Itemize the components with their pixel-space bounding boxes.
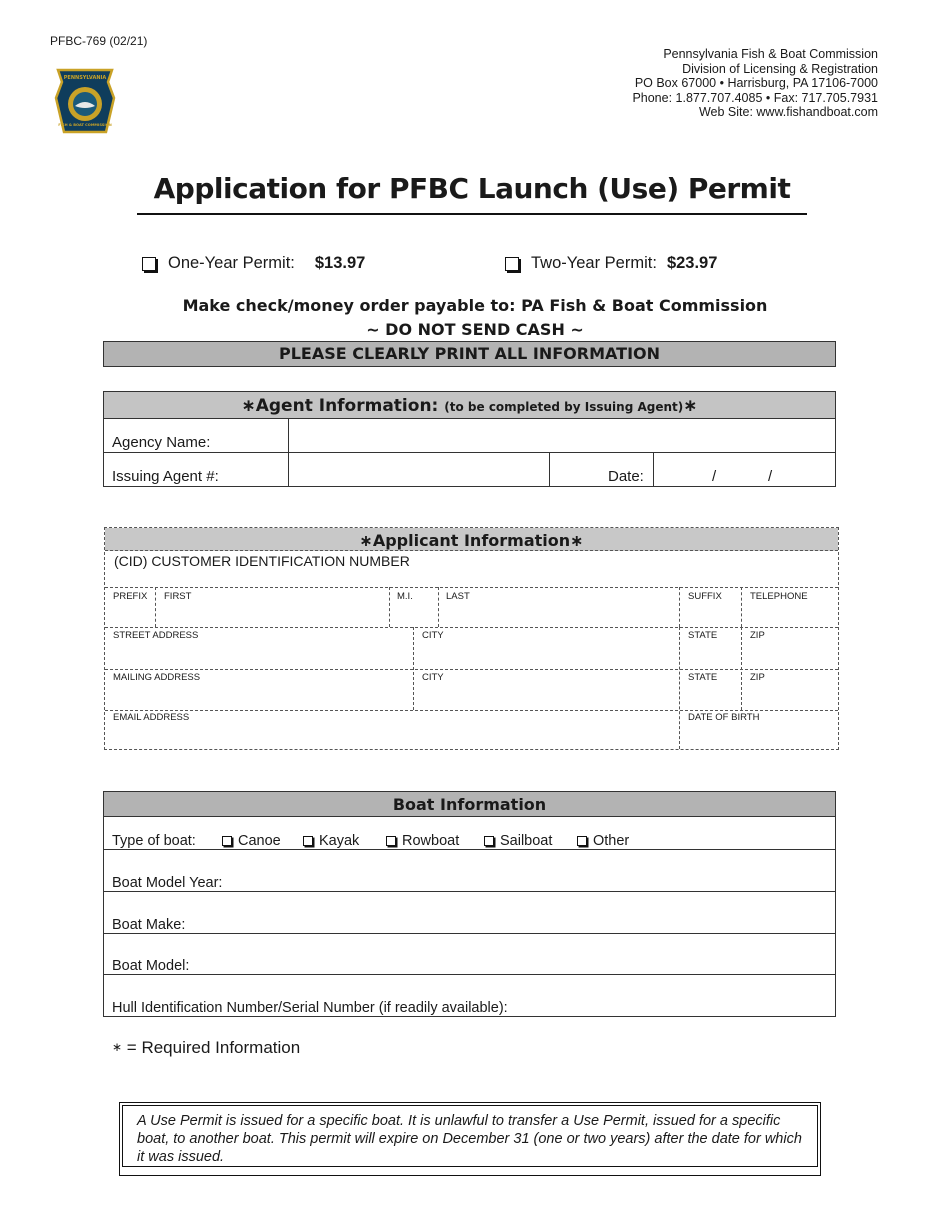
column-divider [653, 453, 654, 486]
column-divider [288, 419, 289, 452]
first-name-label: FIRST [164, 591, 192, 602]
boat-section-header: Boat Information [104, 792, 835, 817]
date-field[interactable] [655, 453, 834, 486]
one-year-permit-option[interactable] [142, 254, 365, 273]
row-divider [105, 669, 838, 670]
suffix-label: SUFFIX [688, 591, 722, 602]
agent-subheading: (to be completed by Issuing Agent) [444, 400, 684, 414]
required-information-text: = Required Information [126, 1038, 301, 1057]
mailing-address-label: MAILING ADDRESS [113, 672, 201, 683]
boat-type-label: Type of boat: [112, 833, 196, 849]
column-divider [549, 453, 550, 486]
print-clearly-banner: PLEASE CLEARLY PRINT ALL INFORMATION [103, 341, 836, 367]
required-star-icon: ∗ [241, 396, 256, 416]
middle-initial-label: M.I. [397, 591, 413, 602]
boat-information-section [103, 791, 836, 1017]
applicant-heading: Applicant Information [372, 531, 571, 550]
boat-model-year-label: Boat Model Year: [112, 875, 223, 891]
org-phone: Phone: 1.877.707.4085 • Fax: 717.705.7931 [632, 90, 878, 105]
agent-heading: Agent Information: [255, 396, 439, 416]
required-star-icon: ∗ [359, 531, 373, 550]
agency-name-label: Agency Name: [112, 434, 211, 451]
column-divider [741, 587, 742, 627]
org-name: Pennsylvania Fish & Boat Commission [663, 47, 878, 61]
boat-type-other-label: Other [593, 833, 630, 849]
required-star-icon: ∗ [570, 531, 584, 550]
row-divider [105, 710, 838, 711]
two-year-permit-price: $23.97 [666, 254, 718, 272]
required-star-icon: ∗ [683, 396, 698, 416]
date-separator: / [768, 468, 773, 485]
hull-id-label: Hull Identification Number/Serial Number (if readily available): [112, 1000, 508, 1016]
form-number: PFBC-769 (02/21) [50, 34, 148, 48]
column-divider [155, 587, 156, 627]
boat-model-field[interactable] [194, 934, 835, 974]
column-divider [679, 627, 680, 749]
agent-section-header [104, 392, 835, 419]
last-name-label: LAST [446, 591, 470, 602]
hull-id-field[interactable] [504, 975, 835, 1015]
telephone-label: TELEPHONE [750, 591, 808, 602]
issuing-agent-label: Issuing Agent #: [112, 468, 219, 485]
two-year-permit-checkbox[interactable] [505, 257, 519, 271]
one-year-permit-checkbox[interactable] [142, 257, 156, 271]
column-divider [438, 587, 439, 627]
zip-label: ZIP [750, 630, 765, 641]
issuing-agent-field[interactable] [290, 453, 549, 486]
boat-type-rowboat-option[interactable] [386, 833, 459, 849]
org-division: Division of Licensing & Registration [682, 61, 878, 76]
checkbox-icon[interactable] [386, 836, 396, 846]
mailing-zip-label: ZIP [750, 672, 765, 683]
pfbc-keystone-logo [52, 68, 118, 134]
applicant-section-header [105, 528, 838, 551]
org-address-block [632, 47, 878, 120]
org-address: PO Box 67000 • Harrisburg, PA 17106-7000 [634, 76, 878, 90]
two-year-permit-option[interactable] [505, 254, 717, 273]
logo-text: PENNSYLVANIA [63, 75, 107, 81]
one-year-permit-price: $13.97 [314, 254, 366, 272]
date-separator: / [712, 468, 717, 485]
boat-type-canoe-label: Canoe [238, 833, 281, 849]
prefix-label: PREFIX [113, 591, 148, 602]
payment-instructions: Make check/money order payable to: PA Fish & Boat Commission [182, 296, 768, 315]
logo-subtext: FISH & BOAT COMMISSION [58, 123, 112, 127]
checkbox-icon[interactable] [484, 836, 494, 846]
page-title: Application for PFBC Launch (Use) Permit [137, 172, 807, 215]
date-of-birth-label: DATE OF BIRTH [688, 712, 760, 723]
row-divider [105, 587, 838, 588]
column-divider [389, 587, 390, 627]
boat-type-sailboat-option[interactable] [484, 833, 552, 849]
column-divider [679, 587, 680, 627]
required-information-note [112, 1038, 300, 1058]
boat-type-canoe-option[interactable] [222, 833, 281, 849]
two-year-permit-label: Two-Year Permit: [531, 254, 657, 272]
agent-information-section [103, 391, 836, 487]
permit-notice-text: A Use Permit is issued for a specific boat. It is unlawful to transfer a Use Permit, issued for a specific boat, to another boat. This permit will expire on December 31 (one or two years) after the date for which it was issued. [122, 1105, 818, 1167]
agency-name-field[interactable] [290, 419, 834, 452]
boat-type-other-option[interactable] [577, 833, 629, 849]
boat-make-field[interactable] [194, 892, 835, 933]
boat-make-label: Boat Make: [112, 917, 186, 933]
agency-name-row [104, 419, 835, 453]
cid-field[interactable] [105, 551, 838, 587]
column-divider [413, 627, 414, 710]
checkbox-icon[interactable] [577, 836, 587, 846]
required-star-icon: ∗ [112, 1040, 123, 1054]
street-address-label: STREET ADDRESS [113, 630, 199, 641]
boat-type-kayak-option[interactable] [303, 833, 359, 849]
cid-label: (CID) CUSTOMER IDENTIFICATION NUMBER [114, 553, 410, 569]
mailing-city-label: CITY [422, 672, 444, 683]
date-label: Date: [608, 468, 644, 485]
applicant-information-section [104, 527, 839, 750]
email-address-label: EMAIL ADDRESS [113, 712, 190, 723]
row-divider [105, 627, 838, 628]
column-divider [741, 627, 742, 710]
state-label: STATE [688, 630, 718, 641]
boat-type-rowboat-label: Rowboat [402, 833, 460, 849]
column-divider [288, 453, 289, 486]
boat-type-sailboat-label: Sailboat [500, 833, 553, 849]
city-label: CITY [422, 630, 444, 641]
boat-type-kayak-label: Kayak [319, 833, 360, 849]
mailing-state-label: STATE [688, 672, 718, 683]
checkbox-icon[interactable] [222, 836, 232, 846]
checkbox-icon[interactable] [303, 836, 313, 846]
boat-model-label: Boat Model: [112, 958, 190, 974]
no-cash-warning: ~ DO NOT SEND CASH ~ [366, 320, 584, 339]
issuing-agent-row [104, 453, 835, 486]
permit-notice-box [119, 1102, 821, 1176]
boat-model-year-field[interactable] [224, 850, 835, 891]
org-website: Web Site: www.fishandboat.com [698, 105, 878, 119]
one-year-permit-label: One-Year Permit: [168, 254, 295, 272]
